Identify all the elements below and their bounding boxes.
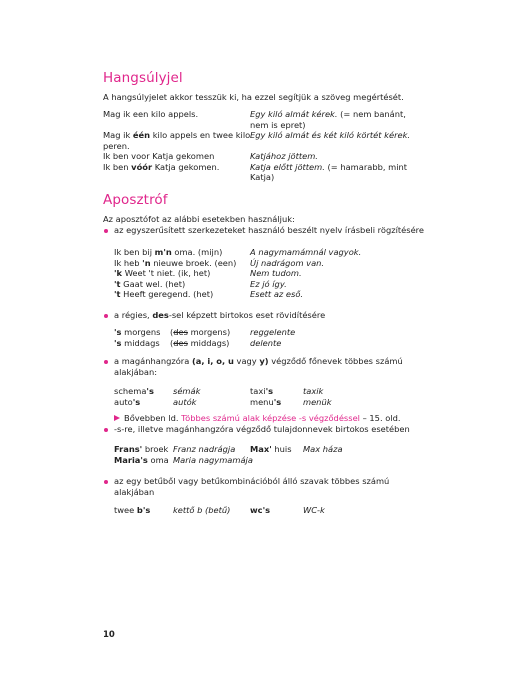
example-hungarian: Nem tudom. <box>250 268 302 278</box>
example-dutch: twee b's <box>114 505 151 515</box>
example-dutch: auto's <box>114 396 141 407</box>
example-dutch: Mag ik één kilo appels en twee kilo <box>103 130 251 140</box>
example-hungarian: Ez jó így. <box>250 278 287 289</box>
example-dutch: Ik ben bij m'n oma. (mijn) <box>114 247 223 257</box>
section-intro: A hangsúlyjelet akkor tesszük ki, ha ezzel segítjük a szöveg megértését. <box>103 92 404 102</box>
example-hungarian: autók <box>173 396 197 407</box>
example-dutch-cont: peren. <box>103 140 130 151</box>
example-dutch: Mag ik een kilo appels. <box>103 109 199 119</box>
bullet-icon <box>104 314 108 318</box>
example-dutch: menu's <box>250 396 282 407</box>
bullet-text: -s-re, illetve magánhangzóra végződő tulajdonnevek birtokos esetében <box>114 424 410 434</box>
bullet-icon <box>104 229 108 233</box>
bullet-text-cont: alakjában: <box>114 366 158 377</box>
example-dutch: Ik ben vóór Katja gekomen. <box>103 161 220 172</box>
example-dutch: Ik ben voor Katja gekomen <box>103 151 215 161</box>
example-hungarian: sémák <box>173 386 201 396</box>
bullet-text: az egyszerűsített szerkezeteket használó beszélt nyelv írásbeli rögzítésére <box>114 225 425 235</box>
example-hungarian: Katjához jöttem. <box>250 151 318 161</box>
example-hungarian-cont: Katja) <box>250 172 275 182</box>
example-dutch: 's middags <box>114 337 160 348</box>
bullet-icon <box>104 360 108 364</box>
example-hungarian-cont: nem is epret) <box>250 119 306 130</box>
example-dutch: schema's <box>114 386 154 396</box>
example-dutch: taxi's <box>250 386 274 396</box>
bullet-text-cont: alakjában <box>114 486 155 497</box>
cross-reference: Bővebben ld. Többes számú alak képzése -s végződéssel – 15. old. <box>124 413 401 423</box>
example-original-form: (des morgens) <box>170 327 231 337</box>
example-hungarian: A nagymamámnál vagyok. <box>250 247 362 257</box>
example-dutch: Maria's oma <box>114 454 169 465</box>
example-dutch: Max' huis <box>250 444 292 454</box>
example-dutch: 't Heeft geregend. (het) <box>114 289 214 299</box>
bullet-icon <box>104 480 108 484</box>
example-hungarian: Maria nagymamája <box>173 454 253 465</box>
arrow-right-icon <box>114 415 120 421</box>
example-dutch: Frans' broek <box>114 444 169 454</box>
cross-reference-link[interactable]: Többes számú alak képzése -s végződéssel <box>181 413 360 423</box>
example-dutch: 'k Weet 't niet. (ik, het) <box>114 268 211 278</box>
example-hungarian: menük <box>303 396 332 407</box>
example-hungarian: Katja előtt jöttem. (= hamarabb, mint <box>250 161 408 172</box>
section-title-aposztrof: Aposztróf <box>103 192 168 208</box>
example-hungarian: Új nadrágom van. <box>250 257 325 268</box>
example-original-form: (des middags) <box>170 337 230 348</box>
section-intro: Az aposztófot az alábbi esetekben használjuk: <box>103 214 295 224</box>
example-dutch: Ik heb 'n nieuwe broek. (een) <box>114 257 237 268</box>
example-dutch: 's morgens <box>114 327 161 337</box>
example-hungarian: delente <box>250 337 282 348</box>
example-hungarian: kettő b (betű) <box>173 505 231 515</box>
example-hungarian: Egy kiló almát kérek. (= nem banánt, <box>250 109 406 119</box>
example-hungarian: Max háza <box>303 444 343 454</box>
bullet-text: az egy betűből vagy betűkombinációból álló szavak többes számú <box>114 476 390 486</box>
example-dutch: 't Gaat wel. (het) <box>114 278 186 289</box>
example-hungarian: taxik <box>303 386 324 396</box>
example-hungarian: reggelente <box>250 327 296 337</box>
example-dutch: wc's <box>250 505 271 515</box>
example-hungarian: Esett az eső. <box>250 289 304 299</box>
bullet-text: a régies, des-sel képzett birtokos eset rövidítésére <box>114 310 326 320</box>
example-hungarian: WC-k <box>303 505 325 515</box>
page-number: 10 <box>103 630 115 640</box>
section-title-hangsulyjel: Hangsúlyjel <box>103 70 183 86</box>
bullet-text: a magánhangzóra (a, i, o, u vagy y) végződő főnevek többes számú <box>114 356 403 366</box>
example-hungarian: Franz nadrágja <box>173 444 236 454</box>
example-hungarian: Egy kiló almát és két kiló körtét kérek. <box>250 130 411 140</box>
bullet-icon <box>104 428 108 432</box>
